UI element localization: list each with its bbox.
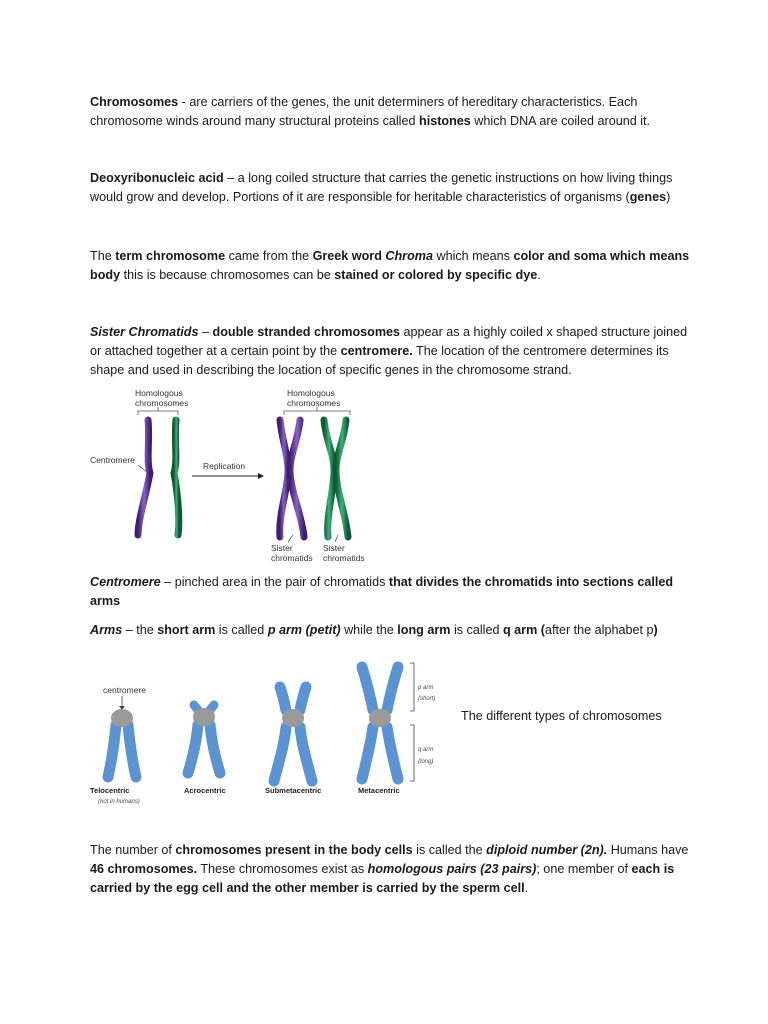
term-sister-chromatids: Sister Chromatids [90, 325, 199, 339]
submetacentric-chromosome [274, 687, 312, 781]
sister-chromatid-green-2 [336, 420, 348, 537]
paragraph-diploid: The number of chromosomes present in the body cells is called the diploid number (2n). Humans have 46 chromosomes. These chromosomes exist as homologous pairs (23 pairs); one member of each is carried by the egg cell and the other member is carried by the sperm cell. [90, 843, 689, 895]
label-submetacentric: Submetacentric [265, 786, 322, 795]
label-p-arm: p arm [418, 685, 434, 691]
p-arm-bracket [410, 663, 414, 711]
svg-text:chromatids: chromatids [323, 553, 365, 563]
chromosome-purple [138, 420, 150, 535]
sister-pointer-1 [288, 535, 293, 542]
term-chromosomes: Chromosomes [90, 95, 179, 109]
term-histones: histones [419, 114, 471, 128]
label-sister-2: Sister [323, 543, 345, 553]
term-dna: Deoxyribonucleic acid [90, 171, 224, 185]
term-arms: Arms [90, 623, 123, 637]
paragraph-centromere: Centromere – pinched area in the pair of chromatids that divides the chromatids into sections called arms [90, 575, 674, 608]
svg-text:chromosomes: chromosomes [135, 398, 189, 408]
term-genes: genes [629, 190, 667, 204]
svg-text:chromosomes: chromosomes [287, 398, 341, 408]
label-homologous-left: Homologous [135, 388, 183, 398]
label-metacentric: Metacentric [358, 786, 400, 795]
svg-text:(short): (short) [418, 696, 436, 702]
paragraph-term-origin: The term chromosome came from the Greek word Chroma which means color and soma which means body this is because chromosomes can be stained or colored by specific dye. [90, 249, 690, 282]
paragraph-arms: Arms – the short arm is called p arm (petit) while the long arm is called q arm (after the alphabet p) [90, 623, 658, 637]
chromosome-types-figure [88, 655, 448, 807]
chromosome-green [174, 420, 179, 535]
label-replication: Replication [203, 461, 246, 471]
replication-figure [88, 385, 370, 567]
telocentric-chromosome [108, 709, 136, 777]
bracket-right [284, 407, 350, 415]
svg-text:(not in humans): (not in humans) [98, 799, 140, 805]
paragraph-sister-chromatids: Sister Chromatids – double stranded chromosomes appear as a highly coiled x shaped structure joined or attached together at a certain point by the centromere. The location of the centromere determines its shape and used in describing the location of specific genes in the chromosome strand. [90, 325, 688, 377]
metacentric-chromosome [362, 667, 398, 779]
svg-text:chromatids: chromatids [271, 553, 313, 563]
paragraph-dna: Deoxyribonucleic acid – a long coiled structure that carries the genetic instructions on how living things would grow and develop. Portions of it are responsible for heritable characteristics of organisms (genes) [90, 171, 673, 204]
paragraph-chromosomes: Chromosomes - are carriers of the genes, the unit determiners of hereditary characteristics. Each chromosome winds around many structural proteins called histones which DNA are coiled around it. [90, 95, 650, 128]
label-centromere: Centromere [90, 455, 135, 465]
sister-chromatid-green-1 [324, 420, 334, 537]
label-sister-1: Sister [271, 543, 293, 553]
sister-pointer-2 [335, 535, 338, 542]
figure-caption: The different types of chromosomes [461, 709, 662, 723]
svg-text:(long): (long) [418, 759, 434, 765]
label-q-arm: q arm [418, 747, 434, 753]
label-centromere-2: centromere [103, 685, 146, 695]
label-telocentric: Telocentric [90, 786, 130, 795]
sister-chromatid-purple-1 [280, 420, 288, 537]
term-centromere: Centromere [90, 575, 161, 589]
bracket-left [138, 407, 178, 415]
label-homologous-right: Homologous [287, 388, 335, 398]
q-arm-bracket [410, 725, 414, 781]
label-acrocentric: Acrocentric [184, 786, 226, 795]
sister-chromatid-purple-2 [290, 420, 304, 537]
acrocentric-chromosome [188, 705, 220, 773]
arrow-head [258, 473, 264, 479]
